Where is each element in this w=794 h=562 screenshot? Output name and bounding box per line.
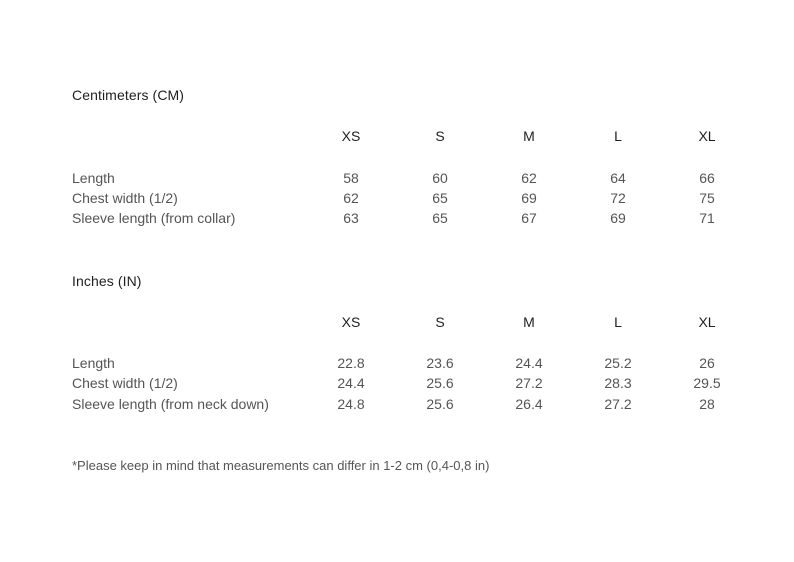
cm-size-m: M (523, 128, 535, 144)
cm-sleeve-s: 65 (432, 210, 448, 226)
cm-length-m: 62 (521, 170, 537, 186)
cm-chest-row (72, 190, 752, 210)
in-size-xs: XS (341, 314, 361, 330)
in-length-row (72, 355, 752, 375)
cm-chest-l: 72 (610, 190, 626, 206)
cm-sleeve-label: Sleeve length (from collar) (72, 210, 236, 226)
cm-chest-xs: 62 (343, 190, 359, 206)
cm-chest-xl: 75 (699, 190, 715, 206)
cm-sleeve-l: 69 (610, 210, 626, 226)
cm-length-l: 64 (610, 170, 626, 186)
cm-size-xs: XS (341, 128, 361, 144)
in-chest-m: 27.2 (515, 375, 543, 391)
measurement-note: *Please keep in mind that measurements can differ in 1-2 cm (0,4-0,8 in) (72, 458, 490, 473)
cm-size-header-row (72, 128, 752, 148)
cm-length-label: Length (72, 170, 115, 186)
in-chest-row (72, 375, 752, 395)
cm-length-s: 60 (432, 170, 448, 186)
in-sleeve-l: 27.2 (604, 396, 632, 412)
in-chest-s: 25.6 (426, 375, 454, 391)
in-size-xl: XL (698, 314, 716, 330)
in-sleeve-row (72, 396, 752, 416)
in-size-header-row (72, 314, 752, 334)
in-size-m: M (523, 314, 535, 330)
cm-size-s: S (435, 128, 445, 144)
in-sleeve-label: Sleeve length (from neck down) (72, 396, 269, 412)
cm-length-xl: 66 (699, 170, 715, 186)
in-chest-xl: 29.5 (693, 375, 721, 391)
in-chest-label: Chest width (1/2) (72, 375, 178, 391)
in-sleeve-m: 26.4 (515, 396, 543, 412)
in-sleeve-xl: 28 (699, 396, 715, 412)
in-length-label: Length (72, 355, 115, 371)
cm-chest-s: 65 (432, 190, 448, 206)
in-length-m: 24.4 (515, 355, 543, 371)
in-size-l: L (614, 314, 622, 330)
cm-size-xl: XL (698, 128, 716, 144)
cm-chest-label: Chest width (1/2) (72, 190, 178, 206)
in-chest-l: 28.3 (604, 375, 632, 391)
cm-length-xs: 58 (343, 170, 359, 186)
in-size-s: S (435, 314, 445, 330)
in-length-l: 25.2 (604, 355, 632, 371)
cm-sleeve-row (72, 210, 752, 230)
in-length-xs: 22.8 (337, 355, 365, 371)
in-sleeve-xs: 24.8 (337, 396, 365, 412)
in-length-xl: 26 (699, 355, 715, 371)
in-sleeve-s: 25.6 (426, 396, 454, 412)
cm-size-l: L (614, 128, 622, 144)
cm-sleeve-xs: 63 (343, 210, 359, 226)
in-section-title: Inches (IN) (72, 273, 142, 289)
in-length-s: 23.6 (426, 355, 454, 371)
cm-length-row (72, 170, 752, 190)
cm-sleeve-m: 67 (521, 210, 537, 226)
cm-chest-m: 69 (521, 190, 537, 206)
cm-sleeve-xl: 71 (699, 210, 715, 226)
cm-section-title: Centimeters (CM) (72, 87, 185, 103)
in-chest-xs: 24.4 (337, 375, 365, 391)
